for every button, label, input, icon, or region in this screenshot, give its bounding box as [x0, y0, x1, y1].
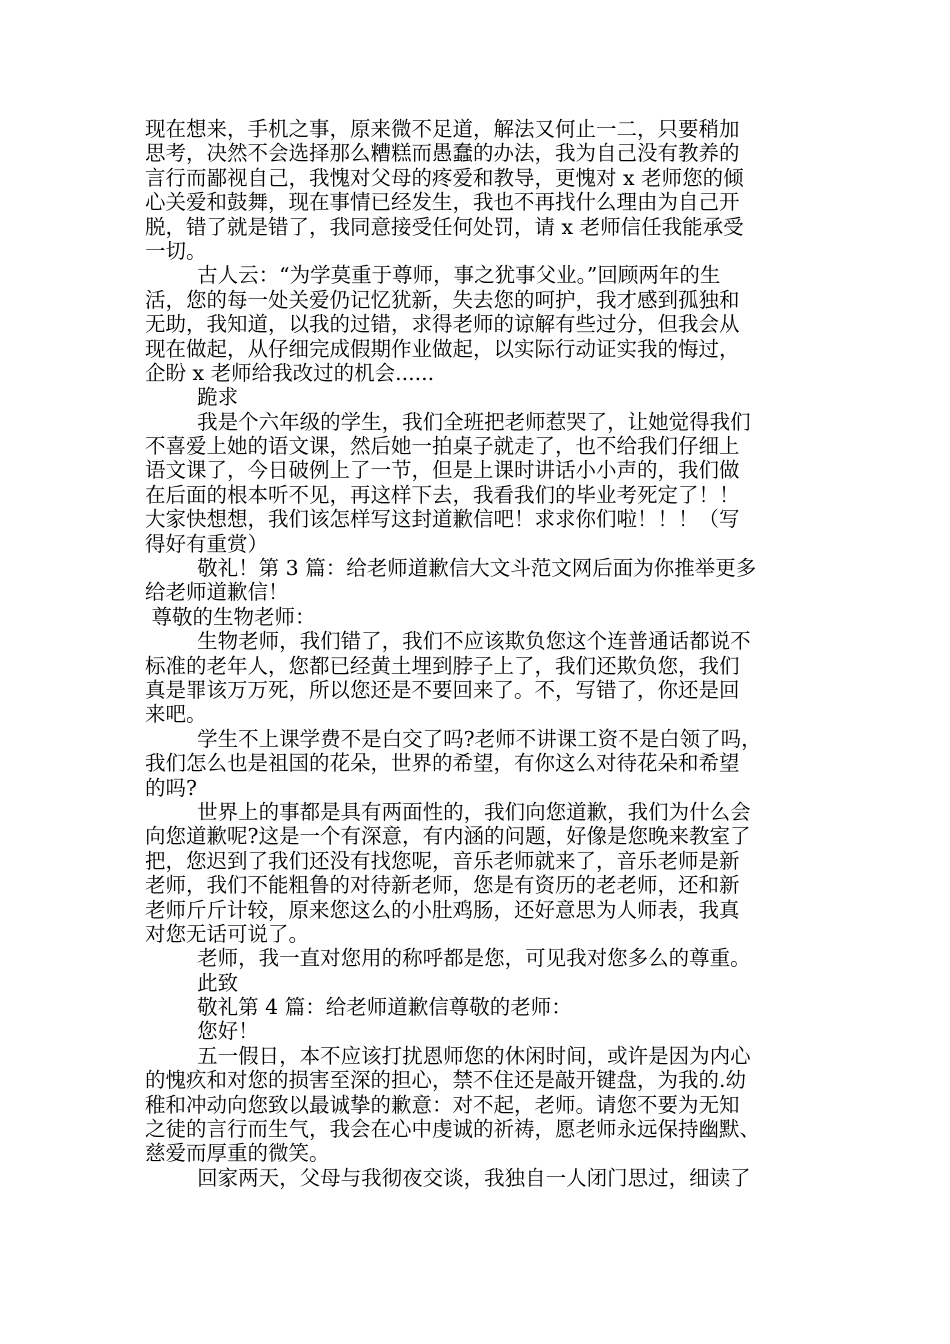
text-line: 真是罪该万万死，所以您还是不要回来了。不，写错了，你还是回	[145, 677, 740, 702]
text-line: 现在做起，从仔细完成假期作业做起，以实际行动证实我的悔过，	[145, 336, 740, 361]
text-line: 来吧。	[145, 702, 207, 727]
text-line: 一切。	[145, 238, 207, 263]
text-line: 标准的老年人，您都已经黄土埋到脖子上了，我们还欺负您，我们	[145, 653, 740, 678]
text-line: 敬礼第 4 篇：给老师道歉信尊敬的老师：	[145, 995, 572, 1020]
text-line: 五一假日，本不应该打扰恩师您的休闲时间，或许是因为内心	[145, 1043, 751, 1068]
text-line: 大家快想想，我们该怎样写这封道歉信吧！求求你们啦！！！（写	[145, 507, 740, 532]
text-line: 慈爱而厚重的微笑。	[145, 1141, 330, 1166]
text-line: 言行而鄙视自己，我愧对父母的疼爱和教导，更愧对 x 老师您的倾	[145, 165, 744, 190]
closing: 此致	[145, 970, 239, 995]
document-body	[145, 117, 815, 1190]
text-line: 现在想来，手机之事，原来微不足道，解法又何止一二，只要稍加	[145, 117, 740, 141]
text-line: 对您无话可说了。	[145, 921, 309, 946]
text-line: 老师斤斤计较，原来您这么的小肚鸡肠，还好意思为人师表，我真	[145, 897, 740, 922]
text-line: 的愧疚和对您的损害至深的担心，禁不住还是敲开键盘，为我的.幼	[145, 1068, 747, 1093]
text-line: 之徒的言行而生气，我会在心中虔诚的祈祷，愿老师永远保持幽默、	[145, 1117, 760, 1142]
salutation: 尊敬的生物老师：	[145, 604, 316, 629]
text-line: 活，您的每一处关爱仍记忆犹新，失去您的呵护，我才感到孤独和	[145, 287, 740, 312]
text-line: 学生不上课学费不是白交了吗?老师不讲课工资不是白领了吗，	[145, 726, 762, 751]
text-line: 跪求	[145, 385, 239, 410]
text-line: 思考，决然不会选择那么糟糕而愚蠢的办法，我为自己没有教养的	[145, 141, 740, 166]
text-line: 脱，错了就是错了，我同意接受任何处罚，请 x 老师信任我能承受	[145, 214, 744, 239]
text-line: 我是个六年级的学生，我们全班把老师惹哭了，让她觉得我们	[145, 409, 751, 434]
text-line: 把，您迟到了我们还没有找您呢，音乐老师就来了，音乐老师是新	[145, 848, 740, 873]
text-line: 老师，我一直对您用的称呼都是您，可见我对您多么的尊重。	[145, 946, 751, 971]
text-line: 的吗?	[145, 775, 197, 800]
text-line: 稚和冲动向您致以最诚挚的歉意：对不起，老师。请您不要为无知	[145, 1092, 740, 1117]
greeting: 您好！	[145, 1019, 259, 1044]
text-line: 在后面的根本听不见，再这样下去，我看我们的毕业考死定了！！	[145, 482, 740, 507]
text-line: 得好有重赏）	[145, 531, 268, 556]
text-line: 无助，我知道，以我的过错，求得老师的谅解有些过分，但我会从	[145, 312, 740, 337]
text-line: 生物老师，我们错了，我们不应该欺负您这个连普通话都说不	[145, 629, 751, 654]
text-line: 敬礼！第 3 篇：给老师道歉信大文斗范文网后面为你推举更多	[145, 556, 757, 581]
text-line: 不喜爱上她的语文课，然后她一拍桌子就走了，也不给我们仔细上	[145, 434, 740, 459]
text-line: 我们怎么也是祖国的花朵，世界的希望，有你这么对待花朵和希望	[145, 751, 740, 776]
text-line: 给老师道歉信！	[145, 580, 289, 605]
text-line: 回家两天，父母与我彻夜交谈，我独自一人闭门思过，细读了	[145, 1165, 751, 1190]
text-line: 企盼 x 老师给我改过的机会......	[145, 360, 435, 385]
text-line: 语文课了，今日破例上了一节，但是上课时讲话小小声的，我们做	[145, 458, 740, 483]
text-line: 向您道歉呢?这是一个有深意，有内涵的问题，好像是您晚来教室了	[145, 824, 751, 849]
text-line: 老师，我们不能粗鲁的对待新老师，您是有资历的老老师，还和新	[145, 873, 740, 898]
text-line: 世界上的事都是具有两面性的，我们向您道歉，我们为什么会	[145, 799, 751, 824]
text-line: 心关爱和鼓舞，现在事情已经发生，我也不再找什么理由为自己开	[145, 190, 740, 215]
text-line: 古人云：“为学莫重于尊师，事之犹事父业。”回顾两年的生	[145, 263, 721, 288]
